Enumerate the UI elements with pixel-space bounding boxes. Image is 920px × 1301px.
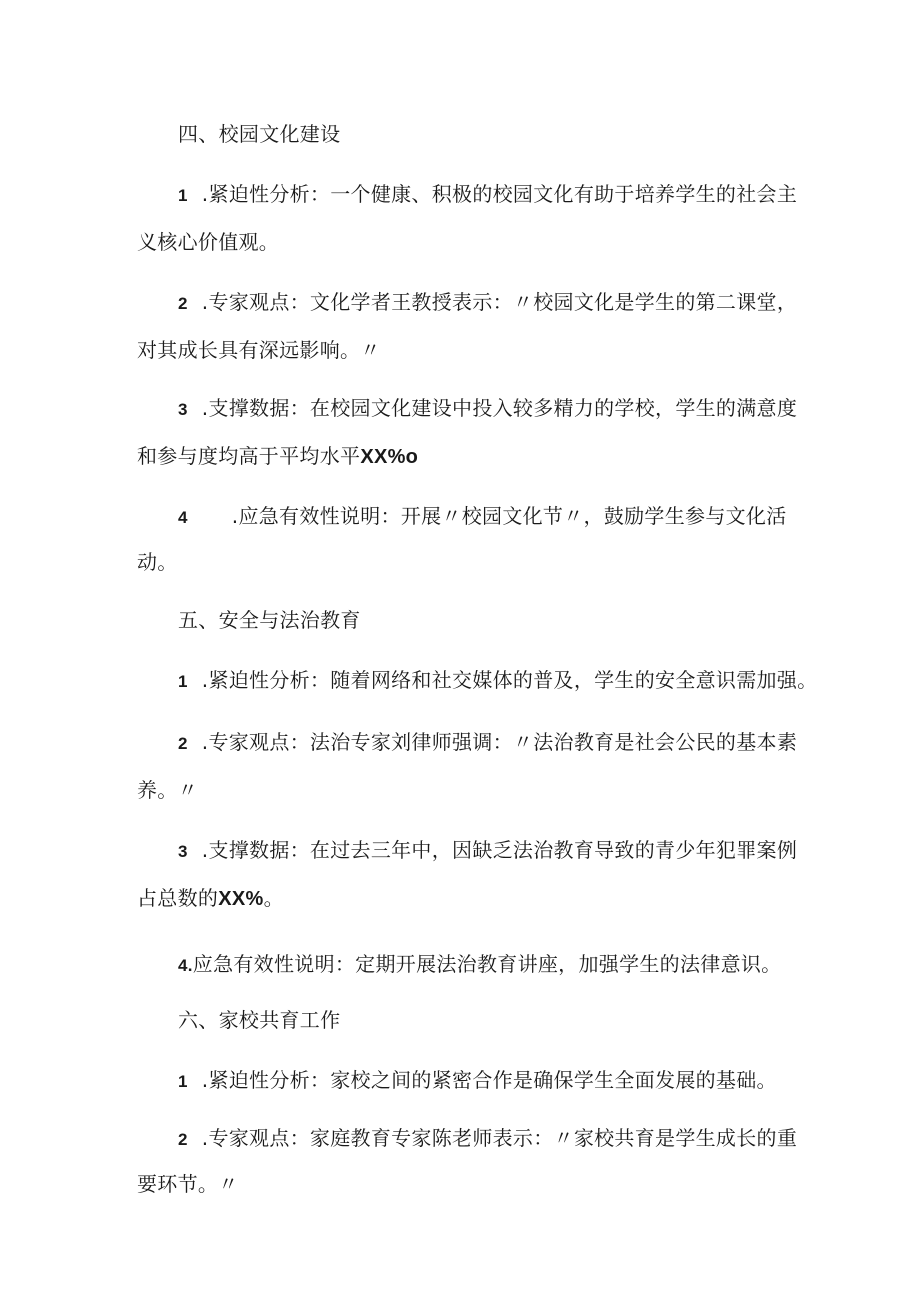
list-item-line xyxy=(178,666,817,696)
item-text: 紧迫性分析：一个健康、积极的校园文化有助于培养学生的社会主 xyxy=(208,182,798,206)
item-text: 应急有效性说明：开展〃校园文化节〃，鼓励学生参与文化活 xyxy=(238,504,787,528)
item-text: 紧迫性分析：随着网络和社交媒体的普及，学生的安全意识需加强。 xyxy=(208,668,818,692)
item-text: 占总数的 xyxy=(137,886,219,910)
list-item-line xyxy=(178,502,787,532)
item-separator: . xyxy=(201,1126,209,1150)
list-item-line xyxy=(178,180,797,210)
item-separator: . xyxy=(201,668,209,692)
item-separator: . xyxy=(201,290,209,314)
item-separator: . xyxy=(201,1068,209,1092)
item-separator: . xyxy=(201,730,209,754)
list-item-line xyxy=(178,394,797,424)
item-text: 应急有效性说明：定期开展法治教育讲座，加强学生的法律意识。 xyxy=(192,952,782,976)
item-continuation: 动。 xyxy=(137,550,178,574)
item-separator: . xyxy=(231,504,239,528)
item-text: 支撑数据：在校园文化建设中投入较多精力的学校，学生的满意度 xyxy=(208,396,798,420)
item-number: 3 xyxy=(178,400,188,419)
item-number: 1 xyxy=(178,672,188,691)
item-separator: . xyxy=(201,838,209,862)
section-heading: 五、安全与法治教育 xyxy=(178,608,361,632)
item-number: 4 xyxy=(178,508,188,527)
data-value: XX%o xyxy=(360,446,419,468)
item-separator: . xyxy=(201,182,209,206)
item-continuation: 义核心价值观。 xyxy=(137,230,280,254)
item-text: 专家观点：家庭教育专家陈老师表示：〃家校共育是学生成长的重 xyxy=(208,1126,798,1150)
item-continuation xyxy=(137,884,284,913)
item-number: 4. xyxy=(178,956,193,975)
item-text: 和参与度均高于平均水平 xyxy=(137,444,361,468)
item-text: 专家观点：法治专家刘律师强调：〃法治教育是社会公民的基本素 xyxy=(208,730,798,754)
item-continuation: 养。〃 xyxy=(137,778,198,802)
item-text: 支撑数据：在过去三年中，因缺乏法治教育导致的青少年犯罪案例 xyxy=(208,838,798,862)
section-heading: 四、校园文化建设 xyxy=(178,122,341,146)
data-value: XX% xyxy=(218,888,264,910)
list-item-line xyxy=(178,1066,777,1096)
item-text: 紧迫性分析：家校之间的紧密合作是确保学生全面发展的基础。 xyxy=(208,1068,777,1092)
list-item-line xyxy=(178,950,781,980)
item-text: 。 xyxy=(263,886,284,910)
item-number: 2 xyxy=(178,294,188,313)
item-number: 1 xyxy=(178,186,188,205)
item-continuation xyxy=(137,442,418,471)
item-continuation: 要环节。〃 xyxy=(137,1172,239,1196)
section-heading: 六、家校共育工作 xyxy=(178,1008,341,1032)
item-text: 专家观点：文化学者王教授表示：〃校园文化是学生的第二课堂， xyxy=(208,290,798,314)
item-number: 2 xyxy=(178,1130,188,1149)
item-number: 1 xyxy=(178,1072,188,1091)
list-item-line xyxy=(178,288,797,318)
list-item-line xyxy=(178,728,797,758)
item-continuation: 对其成长具有深远影响。〃 xyxy=(137,338,381,362)
list-item-line xyxy=(178,836,797,866)
list-item-line xyxy=(178,1124,797,1154)
item-separator: . xyxy=(201,396,209,420)
item-number: 2 xyxy=(178,734,188,753)
item-number: 3 xyxy=(178,842,188,861)
